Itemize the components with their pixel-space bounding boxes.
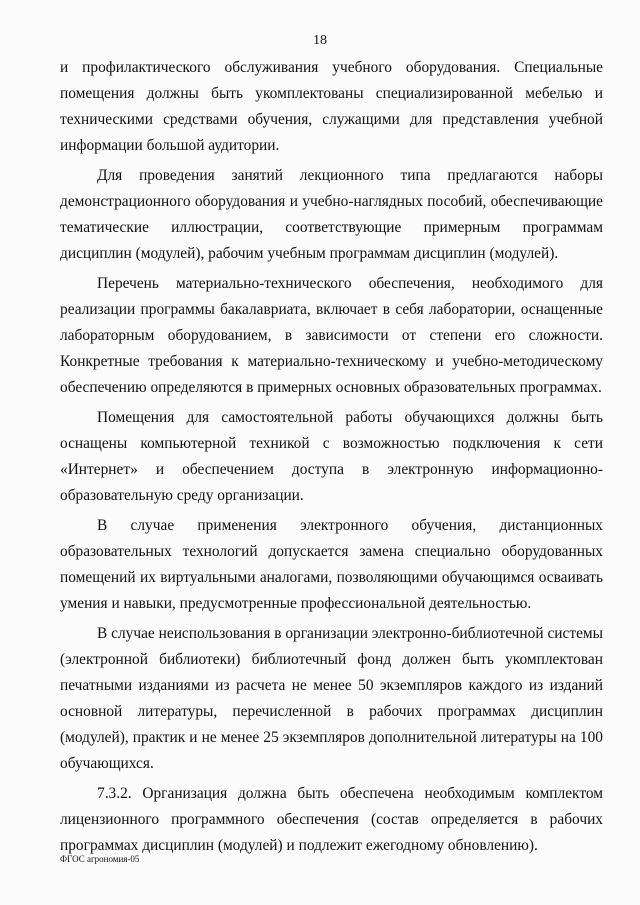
- page-number: 18: [313, 33, 327, 48]
- paragraph-lecture-equipment: Для проведения занятий лекционного типа предлагаются наборы демонстрационного оборудования и учебно-наглядных пособий, обеспечивающие тематические иллюстрации, соответствующие примерным программам дисциплин (модулей), рабочим учебным программам дисциплин (модулей).: [60, 167, 603, 262]
- paragraph-licensed-software: 7.3.2. Организация должна быть обеспечена необходимым комплектом лицензионного программного обеспечения (состав определяется в рабочих программах дисциплин (модулей) и подлежит ежегодному обновлению).: [60, 785, 603, 854]
- paragraph-material-support: Перечень материально-технического обеспечения, необходимого для реализации программы бакалавриата, включает в себя лаборатории, оснащенные лабораторным оборудованием, в зависимости от степени его сложности. Конкретные требования к материально-техническому и учебно-методическому обеспечению определяются в примерных основных образовательных программах.: [60, 275, 603, 396]
- document-body: [60, 55, 603, 863]
- paragraph-e-learning: В случае применения электронного обучения, дистанционных образовательных технологий допускается замена специально оборудованных помещений их виртуальными аналогами, позволяющими обучающимся осваивать умения и навыки, предусмотренные профессиональной деятельностью.: [60, 517, 603, 612]
- paragraph-library-fund: В случае неиспользования в организации электронно-библиотечной системы (электронной библиотеки) библиотечный фонд должен быть укомплектован печатными изданиями из расчета не менее 50 экземпляров каждого из изданий основной литературы, перечисленной в рабочих программах дисциплин (модулей), практик и не менее 25 экземпляров дополнительной литературы на 100 обучающихся.: [60, 625, 603, 772]
- footer-doc-code: ФГОС агрономия-05: [60, 854, 140, 864]
- paragraph-continuation: и профилактического обслуживания учебного оборудования. Специальные помещения должны быть укомплектованы специализированной мебелью и техническими средствами обучения, служащими для представления учебной информации большой аудитории.: [60, 59, 603, 154]
- paragraph-self-study-rooms: Помещения для самостоятельной работы обучающихся должны быть оснащены компьютерной техникой с возможностью подключения к сети «Интернет» и обеспечением доступа в электронную информационно-образовательную среду организации.: [60, 409, 603, 504]
